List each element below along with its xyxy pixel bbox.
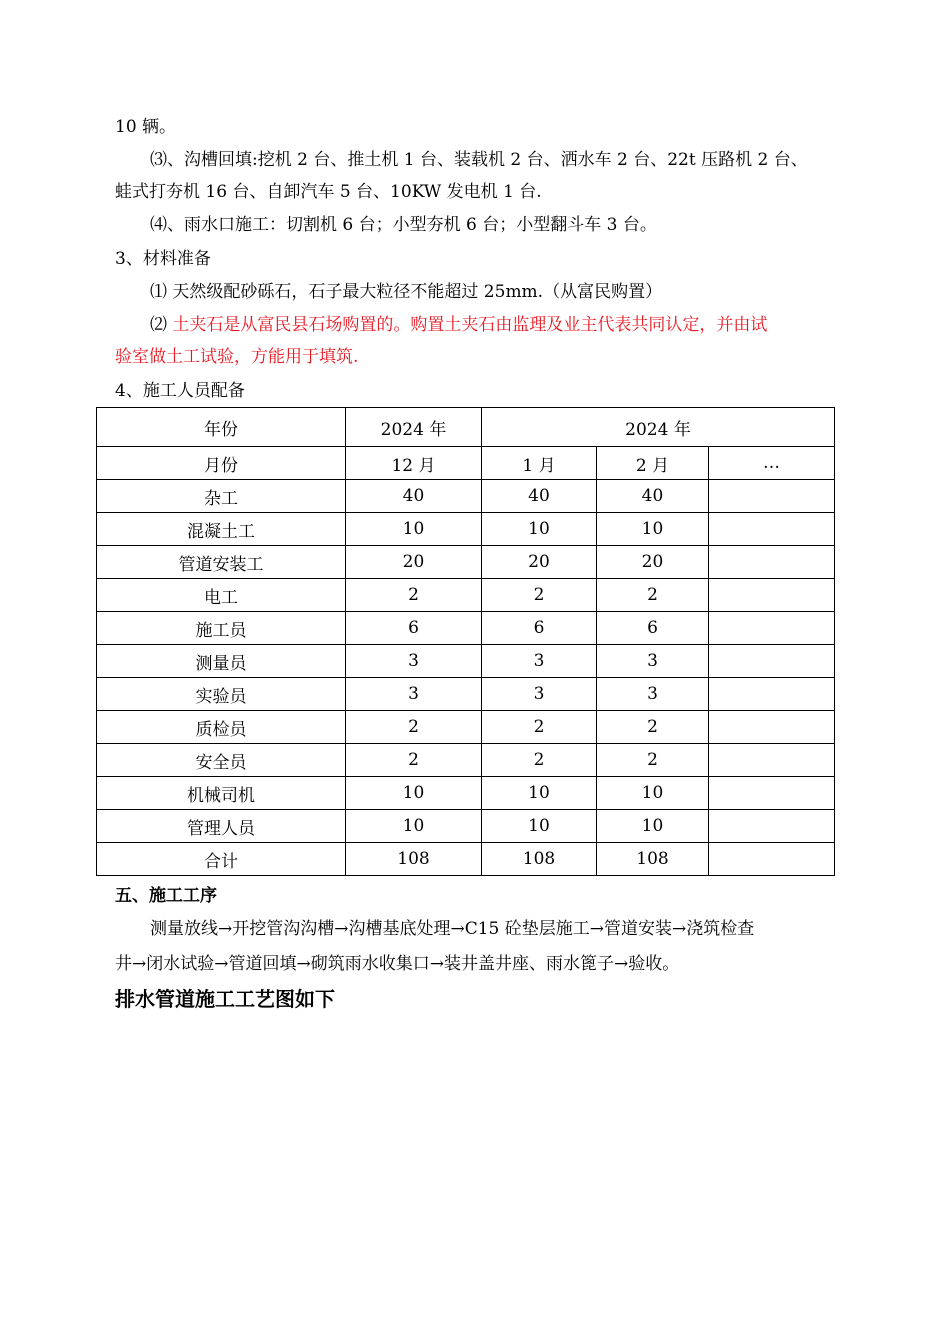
value-cell: 2 — [346, 579, 482, 612]
value-cell: 6 — [346, 612, 482, 645]
value-cell — [709, 480, 835, 513]
paragraph-backfill-line2: 蛙式打夯机 16 台、自卸汽车 5 台、10KW 发电机 1 台. — [115, 182, 542, 202]
value-cell: 6 — [482, 612, 597, 645]
value-cell: 10 — [482, 777, 597, 810]
month-cell: 2 月 — [597, 447, 709, 480]
value-cell: 3 — [597, 678, 709, 711]
year-label-cell: 年份 — [97, 408, 346, 447]
role-cell: 安全员 — [97, 744, 346, 777]
table-row-month — [97, 447, 835, 480]
paragraph-rain-inlet: ⑷、雨水口施工：切割机 6 台；小型夯机 6 台；小型翻斗车 3 台。 — [150, 215, 657, 235]
value-cell — [709, 513, 835, 546]
value-cell — [709, 810, 835, 843]
value-cell: 108 — [597, 843, 709, 876]
material-item-2-line1 — [150, 314, 767, 336]
value-cell: 6 — [597, 612, 709, 645]
paragraph-continuation: 10 辆。 — [115, 117, 177, 137]
process-line2: 井→闭水试验→管道回填→砌筑雨水收集口→装井盖井座、雨水篦子→验收。 — [115, 954, 680, 974]
table-row — [97, 711, 835, 744]
value-cell — [709, 777, 835, 810]
staff-table — [96, 407, 835, 876]
value-cell — [709, 678, 835, 711]
table-row — [97, 810, 835, 843]
value-cell: 20 — [482, 546, 597, 579]
role-cell: 质检员 — [97, 711, 346, 744]
table-row — [97, 513, 835, 546]
material-item-2-text: 土夹石是从富民县石场购置的。购置土夹石由监理及业主代表共同认定，并由试 — [172, 315, 768, 335]
table-row — [97, 645, 835, 678]
year-b-cell: 2024 年 — [482, 408, 835, 447]
heading-section-5: 五、施工工序 — [115, 886, 217, 906]
month-label-cell: 月份 — [97, 447, 346, 480]
value-cell: 40 — [597, 480, 709, 513]
heading-staff: 4、施工人员配备 — [115, 381, 245, 401]
value-cell: 3 — [597, 645, 709, 678]
value-cell: 2 — [346, 711, 482, 744]
value-cell: 40 — [346, 480, 482, 513]
value-cell: 108 — [346, 843, 482, 876]
value-cell: 10 — [346, 777, 482, 810]
table-row — [97, 480, 835, 513]
table-row — [97, 546, 835, 579]
value-cell — [709, 546, 835, 579]
material-item-2-line2: 验室做土工试验，方能用于填筑. — [115, 347, 359, 367]
value-cell — [709, 612, 835, 645]
value-cell — [709, 711, 835, 744]
value-cell: 2 — [482, 711, 597, 744]
year-a-cell: 2024 年 — [346, 408, 482, 447]
value-cell: 20 — [346, 546, 482, 579]
material-item-2-marker: ⑵ — [150, 315, 167, 335]
value-cell: 2 — [482, 579, 597, 612]
paragraph-backfill-line1: ⑶、沟槽回填:挖机 2 台、推土机 1 台、装载机 2 台、洒水车 2 台、22t 压路机 2 台、 — [150, 150, 808, 170]
month-cell: … — [709, 447, 835, 480]
value-cell: 10 — [597, 810, 709, 843]
value-cell: 10 — [597, 777, 709, 810]
role-cell: 机械司机 — [97, 777, 346, 810]
value-cell: 20 — [597, 546, 709, 579]
role-cell: 管道安装工 — [97, 546, 346, 579]
heading-materials: 3、材料准备 — [115, 249, 211, 269]
role-cell: 施工员 — [97, 612, 346, 645]
month-cell: 1 月 — [482, 447, 597, 480]
value-cell — [709, 744, 835, 777]
value-cell: 40 — [482, 480, 597, 513]
process-line1: 测量放线→开挖管沟沟槽→沟槽基底处理→C15 砼垫层施工→管道安装→浇筑检查 — [150, 919, 755, 939]
value-cell: 2 — [597, 579, 709, 612]
table-row-year — [97, 408, 835, 447]
role-cell: 电工 — [97, 579, 346, 612]
table-row-total — [97, 843, 835, 876]
role-cell: 混凝土工 — [97, 513, 346, 546]
table-row — [97, 612, 835, 645]
role-cell: 测量员 — [97, 645, 346, 678]
value-cell — [709, 843, 835, 876]
heading-diagram: 排水管道施工工艺图如下 — [115, 987, 335, 1011]
value-cell — [709, 579, 835, 612]
value-cell: 10 — [482, 810, 597, 843]
role-cell: 杂工 — [97, 480, 346, 513]
table-row — [97, 777, 835, 810]
table-row — [97, 744, 835, 777]
value-cell: 2 — [597, 744, 709, 777]
value-cell: 10 — [482, 513, 597, 546]
value-cell: 2 — [346, 744, 482, 777]
material-item-1: ⑴ 天然级配砂砾石，石子最大粒径不能超过 25mm.（从富民购置） — [150, 282, 663, 302]
value-cell — [709, 645, 835, 678]
value-cell: 10 — [346, 513, 482, 546]
role-cell: 实验员 — [97, 678, 346, 711]
month-cell: 12 月 — [346, 447, 482, 480]
value-cell: 3 — [346, 678, 482, 711]
role-cell: 管理人员 — [97, 810, 346, 843]
value-cell: 3 — [482, 645, 597, 678]
value-cell: 10 — [597, 513, 709, 546]
value-cell: 2 — [597, 711, 709, 744]
value-cell: 10 — [346, 810, 482, 843]
role-cell: 合计 — [97, 843, 346, 876]
table-row — [97, 579, 835, 612]
table-row — [97, 678, 835, 711]
value-cell: 3 — [482, 678, 597, 711]
value-cell: 3 — [346, 645, 482, 678]
value-cell: 108 — [482, 843, 597, 876]
value-cell: 2 — [482, 744, 597, 777]
